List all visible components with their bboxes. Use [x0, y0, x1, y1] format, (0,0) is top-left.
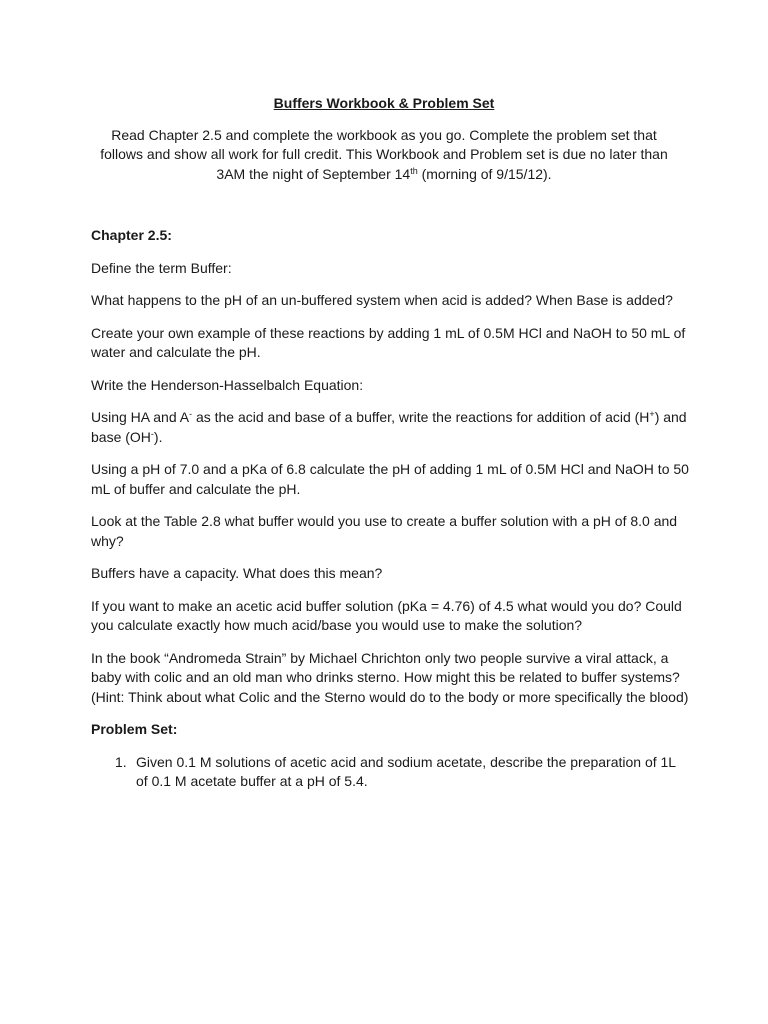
q5-part-c: ) and base (OH [91, 409, 687, 445]
question-define-buffer: Define the term Buffer: [91, 259, 232, 276]
document-content [91, 94, 691, 792]
question-buffer-capacity: Buffers have a capacity. What does this mean? [91, 565, 383, 581]
problem-list [91, 753, 691, 792]
document-title: Buffers Workbook & Problem Set [273, 95, 495, 111]
question-ha-reactions [91, 408, 691, 447]
q5-part-b: as the acid and base of a buffer, write the reactions for addition of acid (H [192, 409, 650, 425]
question-andromeda-strain: In the book “Andromeda Strain” by Michael Chrichton only two people survive a viral attack, a baby with colic and an old man who drinks sterno. How might this be related to buffer systems? (Hint: Think about what Colic and the Sterno would do to the body or more specifically the blood) [91, 649, 689, 705]
question-henderson-hasselbalch: Write the Henderson-Hasselbalch Equation: [91, 376, 364, 393]
intro-text: Read Chapter 2.5 and complete the workbook as you go. Complete the problem set that follows and show all work for full credit. This Workbook and Problem set is due no later than 3AM the night of September 14 [100, 126, 668, 182]
problem-set-heading: Problem Set: [91, 721, 178, 737]
problem-text: Given 0.1 M solutions of acetic acid and sodium acetate, describe the preparation of 1L of 0.1 M acetate buffer at a pH of 5.4. [136, 753, 676, 789]
q5-sup-c: - [150, 428, 154, 439]
intro-text-end: (morning of 9/15/12). [417, 165, 552, 182]
intro-superscript: th [410, 165, 418, 176]
question-ph-calculation: Using a pH of 7.0 and a pKa of 6.8 calculate the pH of adding 1 mL of 0.5M HCl and NaOH to 50 mL of buffer and calculate the pH. [91, 461, 689, 497]
question-table-buffer: Look at the Table 2.8 what buffer would you use to create a buffer solution with a pH of 8.0 and why? [91, 513, 678, 549]
question-acetic-acid: If you want to make an acetic acid buffer solution (pKa = 4.76) of 4.5 what would you do? Could you calculate exactly how much acid/base you would use to make the solution? [91, 597, 682, 633]
list-item [91, 753, 691, 792]
question-create-example: Create your own example of these reactions by adding 1 mL of 0.5M HCl and NaOH to 50 mL of water and calculate the pH. [91, 324, 686, 360]
intro-paragraph [91, 126, 677, 185]
question-unbuffered-ph: What happens to the pH of an un-buffered system when acid is added? When Base is added? [91, 292, 673, 308]
q5-sup-a: - [189, 409, 193, 419]
chapter-heading: Chapter 2.5: [91, 227, 172, 243]
q5-part-a: Using HA and A [91, 409, 190, 425]
q5-part-d: ). [153, 428, 163, 445]
q5-sup-b: + [649, 409, 655, 419]
problem-number: 1. [115, 753, 127, 770]
